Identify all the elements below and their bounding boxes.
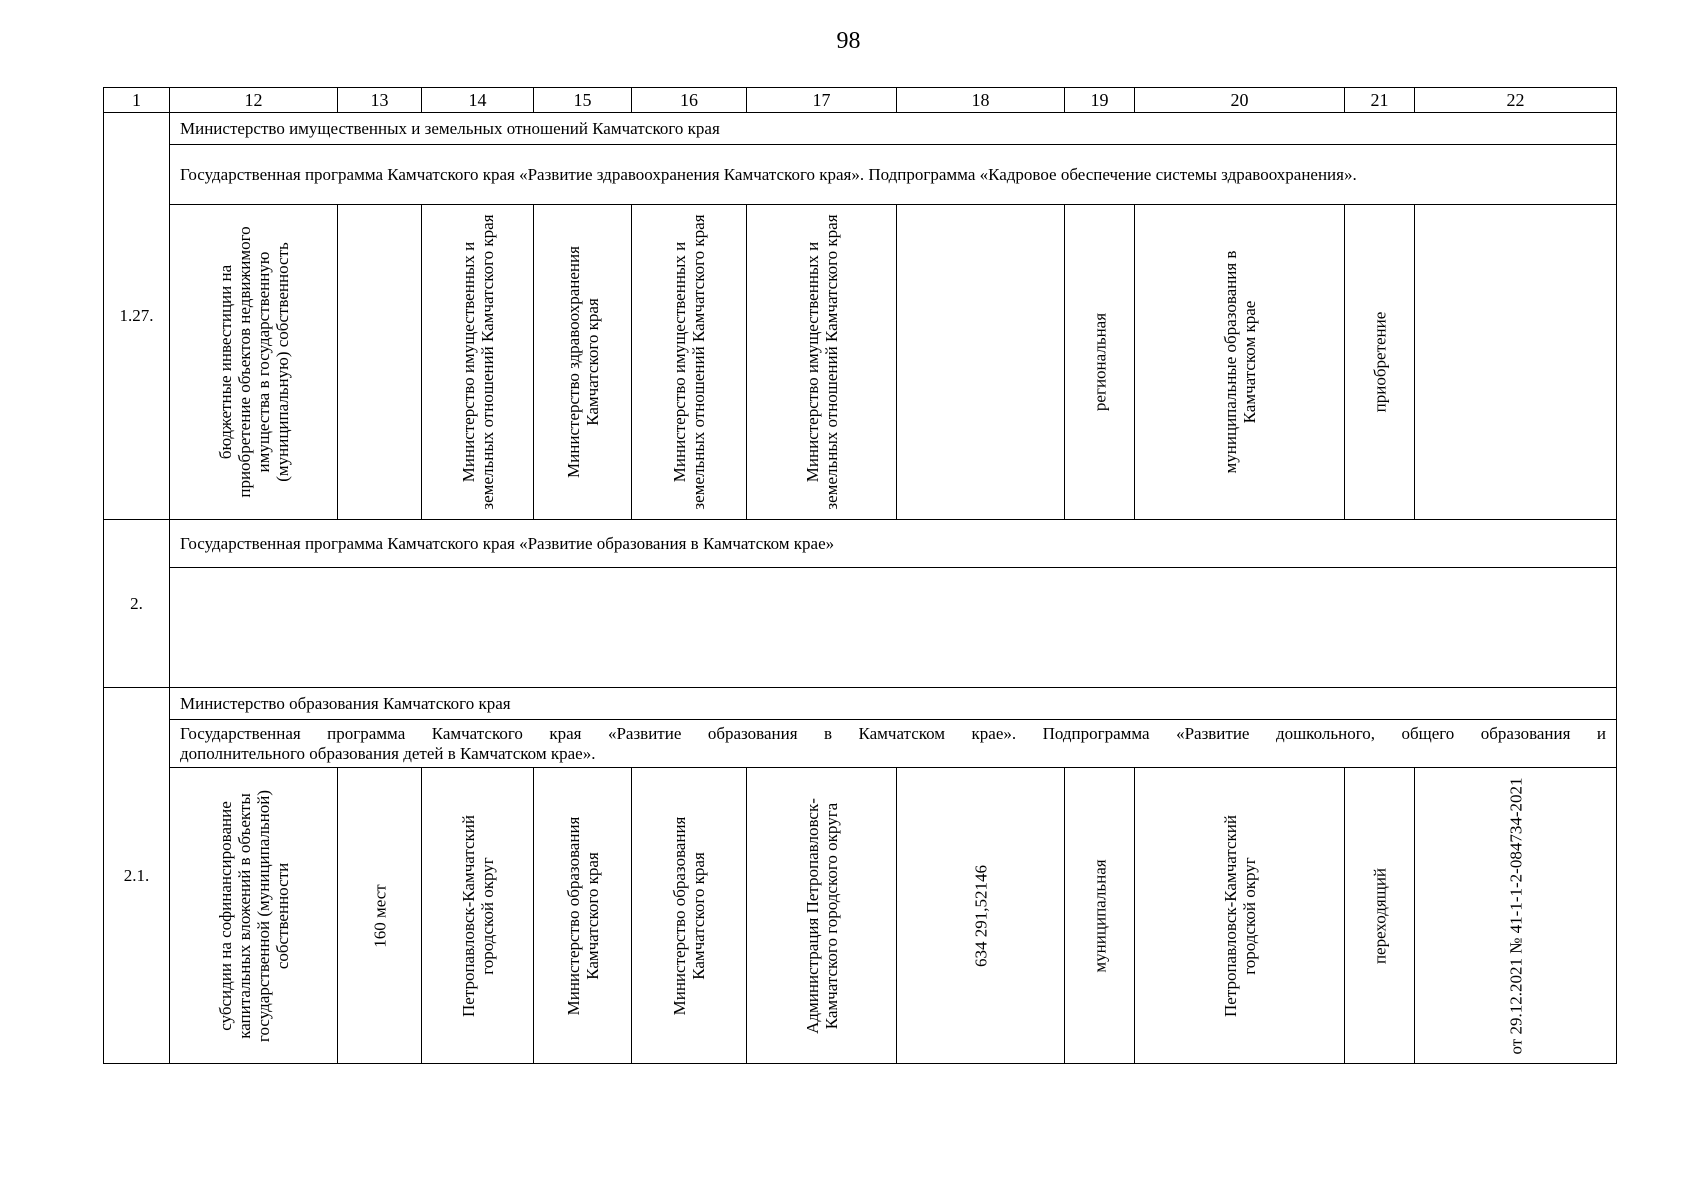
cell-text: Петропавловск-Камчатский городской округ	[1220, 814, 1259, 1017]
column-header: 15	[534, 88, 632, 113]
column-header: 12	[170, 88, 338, 113]
program-line-1: Государственная программа Камчатского края «Развитие образования в Камчатском крае». Подпрограмма «Развитие дошкольного, общего образования и	[180, 723, 1606, 743]
cell-text: 634 291,52146	[971, 864, 990, 967]
column-header: 13	[338, 88, 422, 113]
table-cell	[422, 768, 534, 1064]
table-cell	[338, 205, 422, 520]
table-cell	[632, 768, 747, 1064]
table-cell	[1065, 205, 1135, 520]
table-row	[104, 145, 1617, 205]
column-header: 22	[1415, 88, 1617, 113]
column-header: 14	[422, 88, 534, 113]
table-row	[104, 113, 1617, 145]
table-row	[104, 520, 1617, 568]
cell-text: от 29.12.2021 № 41-1-1-2-084734-2021	[1506, 777, 1525, 1054]
cell-text: приобретение	[1370, 311, 1389, 413]
table-row	[104, 688, 1617, 720]
table-row	[104, 205, 1617, 520]
column-header: 17	[747, 88, 897, 113]
table-cell	[1135, 768, 1345, 1064]
table-row	[104, 568, 1617, 688]
table-cell	[632, 205, 747, 520]
cell-text: Министерство имущественных и земельных отношений Камчатского края	[802, 214, 841, 510]
row-number: 1.27.	[104, 113, 170, 520]
cell-text: 160 мест	[370, 883, 389, 948]
cell-text: Министерство образования Камчатского края	[670, 816, 708, 1015]
table-cell	[1415, 205, 1617, 520]
program-line: Государственная программа Камчатского края «Развитие образования в Камчатском крае»	[170, 520, 1617, 568]
ministry-line: Министерство имущественных и земельных отношений Камчатского края	[170, 113, 1617, 145]
program-line-2: дополнительного образования детей в Камчатском крае».	[180, 743, 596, 763]
column-header: 18	[897, 88, 1065, 113]
table-cell	[534, 768, 632, 1064]
table-cell	[897, 205, 1065, 520]
table-cell	[170, 768, 338, 1064]
cell-text: Администрация Петропавловск-Камчатского городского округа	[802, 797, 841, 1034]
ministry-line: Министерство образования Камчатского края	[170, 688, 1617, 720]
table-cell	[422, 205, 534, 520]
table-cell	[338, 768, 422, 1064]
row-number: 2.1.	[104, 688, 170, 1064]
table-cell	[747, 205, 897, 520]
table-row	[104, 768, 1617, 1064]
table-cell	[1415, 768, 1617, 1064]
cell-text: Петропавловск-Камчатский городской округ	[458, 814, 497, 1017]
cell-text: муниципальная	[1090, 858, 1109, 973]
column-header: 19	[1065, 88, 1135, 113]
register-table	[103, 87, 1617, 1064]
table-cell	[747, 768, 897, 1064]
cell-text: Министерство имущественных и земельных отношений Камчатского края	[670, 214, 708, 510]
cell-text: Министерство образования Камчатского края	[563, 816, 602, 1015]
row-number: 2.	[104, 520, 170, 688]
table-cell	[897, 768, 1065, 1064]
page-number: 98	[836, 28, 861, 54]
table-row	[104, 720, 1617, 768]
cell-text: Министерство имущественных и земельных отношений Камчатского края	[458, 214, 497, 510]
table-cell	[1345, 205, 1415, 520]
table-cell	[170, 205, 338, 520]
cell-text: Министерство здравоохранения Камчатского края	[563, 246, 602, 478]
cell-text: переходящий	[1370, 867, 1389, 964]
cell-text: субсидии на софинансирование капитальных вложений в объекты государственной (муниципальной) собственности	[215, 789, 292, 1042]
column-header: 20	[1135, 88, 1345, 113]
table-cell	[534, 205, 632, 520]
column-header-row	[104, 88, 1617, 113]
cell-text: региональная	[1090, 312, 1109, 412]
column-header: 1	[104, 88, 170, 113]
column-header: 21	[1345, 88, 1415, 113]
column-header: 16	[632, 88, 747, 113]
table-cell	[1135, 205, 1345, 520]
empty-span-cell	[170, 568, 1617, 688]
cell-text: муниципальные образования в Камчатском крае	[1220, 250, 1259, 474]
table-cell	[1345, 768, 1415, 1064]
program-line: Государственная программа Камчатского края «Развитие здравоохранения Камчатского края». Подпрограмма «Кадровое обеспечение системы здравоохранения».	[170, 145, 1617, 205]
program-line	[170, 720, 1617, 768]
cell-text: бюджетные инвестиции на приобретение объектов недвижимого имущества в государственную (муниципальную) собственность	[215, 226, 292, 498]
table-cell	[1065, 768, 1135, 1064]
